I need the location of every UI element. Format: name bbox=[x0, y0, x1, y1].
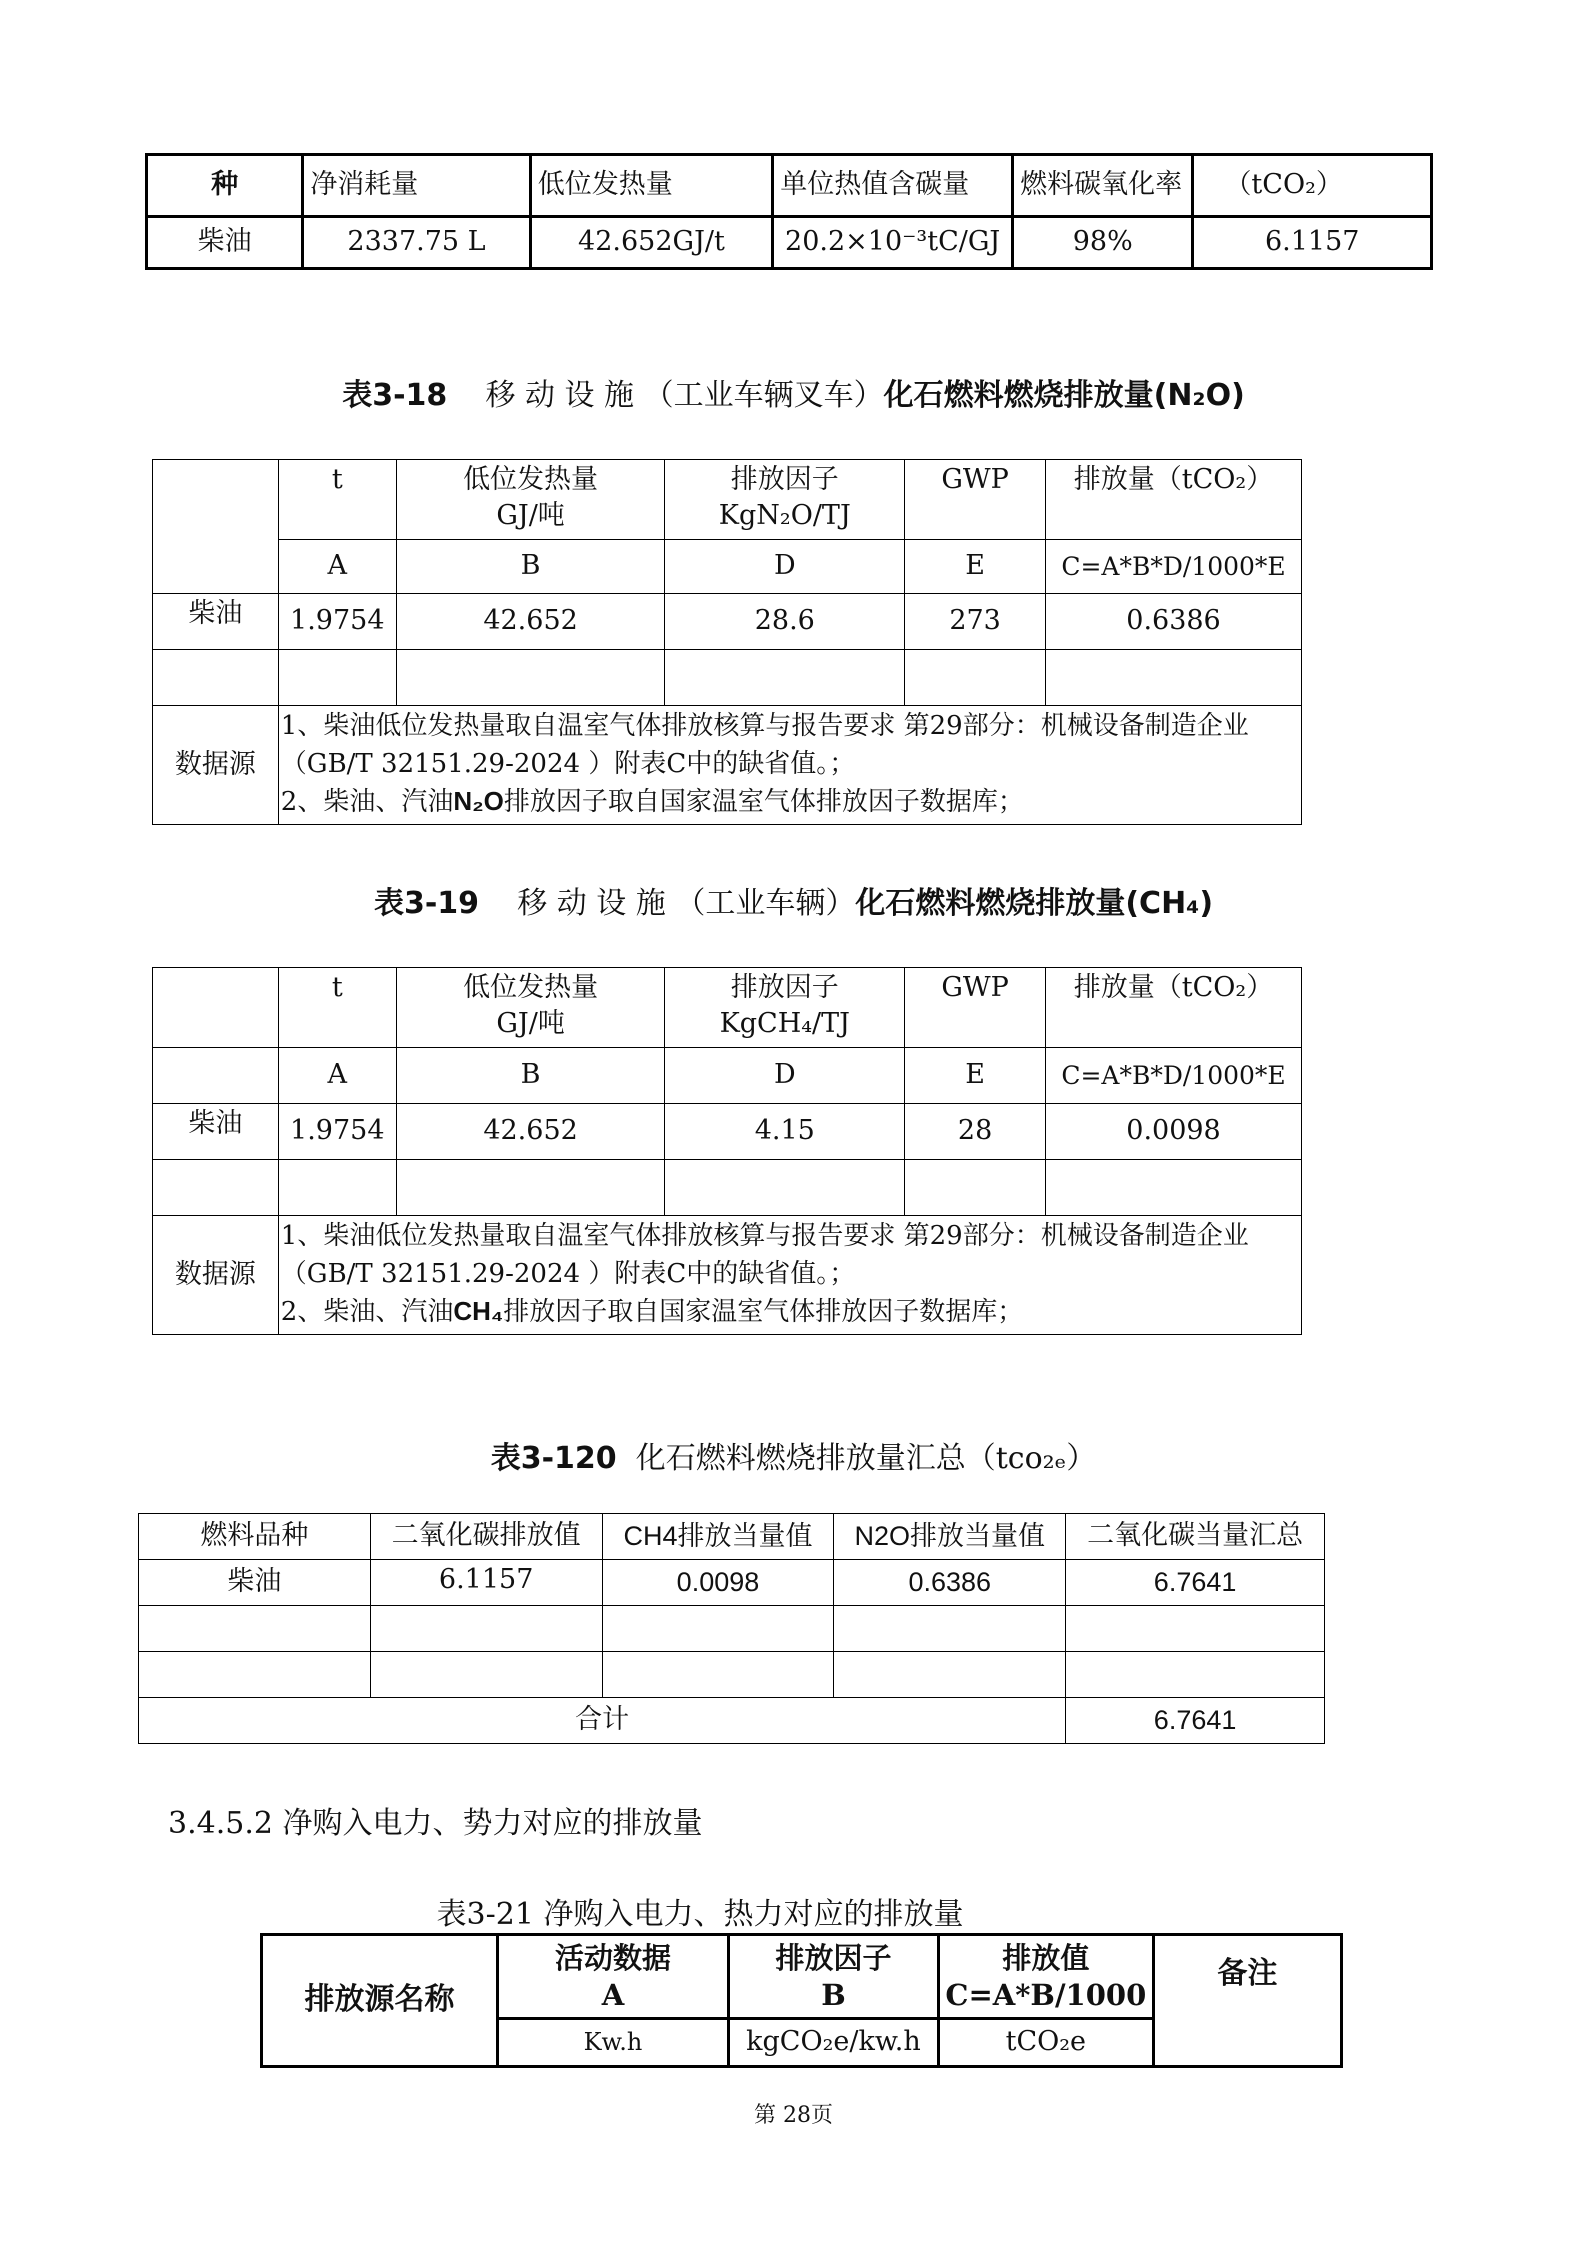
n2o-letter-3: E bbox=[905, 540, 1046, 594]
ch4-blank-1 bbox=[278, 1160, 396, 1216]
summary-blank bbox=[139, 1606, 371, 1652]
caption-ch4: 表3-19 移 动 设 施 （工业车辆）化石燃料燃烧排放量(CH₄) bbox=[373, 886, 1214, 921]
ch4-value-3: 28 bbox=[905, 1104, 1046, 1160]
power-header-activity: 活动数据 A bbox=[497, 1935, 728, 2019]
n2o-source-text bbox=[278, 706, 1301, 825]
ch4-header-0: t bbox=[278, 968, 396, 1048]
n2o-header-2: 排放因子 KgN₂O/TJ bbox=[665, 460, 905, 540]
power-header-factor: 排放因子 B bbox=[729, 1935, 939, 2019]
top-header-5: （tCO₂） bbox=[1193, 155, 1432, 217]
summary-blank bbox=[834, 1606, 1066, 1652]
summary-blank bbox=[834, 1652, 1066, 1698]
n2o-blank-4 bbox=[905, 650, 1046, 706]
caption-power: 表3-21 净购入电力、热力对应的排放量 bbox=[436, 1897, 964, 1932]
n2o-empty-corner bbox=[153, 460, 279, 594]
n2o-source-line1: 1、柴油低位发热量取自温室气体排放核算与报告要求 第29部分：机械设备制造企业（GB/T 32151.29-2024 ）附表C中的缺省值。； bbox=[280, 711, 1249, 779]
ch4-blank-0 bbox=[153, 1160, 279, 1216]
summary-blank bbox=[602, 1606, 834, 1652]
n2o-source-line2: 2、柴油、汽油N₂O排放因子取自国家温室气体排放因子数据库； bbox=[280, 786, 1024, 818]
n2o-blank-0 bbox=[153, 650, 279, 706]
ch4-letter-3: E bbox=[905, 1048, 1046, 1104]
n2o-blank-3 bbox=[665, 650, 905, 706]
top-header-2: 低位发热量 bbox=[530, 155, 773, 217]
ch4-header-4: 排放量（tCO₂） bbox=[1046, 968, 1302, 1048]
ch4-header-3: GWP bbox=[905, 968, 1046, 1048]
top-cell-5: 6.1157 bbox=[1193, 217, 1432, 269]
power-header-note: 备注 bbox=[1153, 1935, 1341, 2067]
top-cell-3: 20.2×10⁻³tC/GJ bbox=[773, 217, 1013, 269]
n2o-value-4: 0.6386 bbox=[1046, 594, 1302, 650]
ch4-header-2: 排放因子 KgCH₄/TJ bbox=[665, 968, 905, 1048]
n2o-letter-1: B bbox=[396, 540, 665, 594]
top-header-3: 单位热值含碳量 bbox=[773, 155, 1013, 217]
summary-blank bbox=[602, 1652, 834, 1698]
ch4-blank-2 bbox=[396, 1160, 665, 1216]
caption-n2o: 表3-18 移 动 设 施 （工业车辆叉车）化石燃料燃烧排放量(N₂O) bbox=[342, 378, 1245, 413]
ch4-letter-1: B bbox=[396, 1048, 665, 1104]
n2o-header-3: GWP bbox=[905, 460, 1046, 540]
n2o-blank-1 bbox=[278, 650, 396, 706]
page-number: 第 28页 bbox=[754, 2103, 833, 2128]
n2o-value-2: 28.6 bbox=[665, 594, 905, 650]
top-cell-2: 42.652GJ/t bbox=[530, 217, 773, 269]
section-heading: 3.4.5.2 净购入电力、势力对应的排放量 bbox=[168, 1806, 703, 1841]
top-header-4: 燃料碳氧化率 bbox=[1013, 155, 1193, 217]
n2o-value-1: 42.652 bbox=[396, 594, 665, 650]
n2o-table bbox=[152, 459, 1302, 825]
ch4-value-1: 42.652 bbox=[396, 1104, 665, 1160]
ch4-source-line2: 2、柴油、汽油CH₄排放因子取自国家温室气体排放因子数据库； bbox=[280, 1296, 1024, 1328]
power-source-name-header: 排放源名称 bbox=[262, 1935, 498, 2067]
summary-table bbox=[138, 1513, 1325, 1744]
ch4-source-line1: 1、柴油低位发热量取自温室气体排放核算与报告要求 第29部分：机械设备制造企业（GB/T 32151.29-2024 ）附表C中的缺省值。； bbox=[280, 1221, 1249, 1289]
ch4-letter-2: D bbox=[665, 1048, 905, 1104]
top-table bbox=[145, 153, 1433, 270]
summary-total-label: 合计 bbox=[139, 1698, 1066, 1744]
power-unit-activity: Kw.h bbox=[497, 2019, 728, 2067]
power-unit-factor: kgCO₂e/kw.h bbox=[729, 2019, 939, 2067]
n2o-header-1: 低位发热量 GJ/吨 bbox=[396, 460, 665, 540]
summary-header-1: 二氧化碳排放值 bbox=[370, 1514, 602, 1560]
summary-ch4: 0.0098 bbox=[602, 1560, 834, 1606]
n2o-source-label: 数据源 bbox=[153, 706, 279, 825]
summary-blank bbox=[1066, 1606, 1325, 1652]
ch4-empty-letter bbox=[153, 1048, 279, 1104]
summary-header-2: CH4排放当量值 bbox=[602, 1514, 834, 1560]
n2o-value-0: 1.9754 bbox=[278, 594, 396, 650]
n2o-fuel: 柴油 bbox=[153, 594, 279, 650]
top-cell-0: 柴油 bbox=[147, 217, 303, 269]
summary-blank bbox=[139, 1652, 371, 1698]
ch4-blank-5 bbox=[1046, 1160, 1302, 1216]
ch4-table bbox=[152, 967, 1302, 1335]
summary-co2: 6.1157 bbox=[370, 1560, 602, 1606]
n2o-header-0: t bbox=[278, 460, 396, 540]
n2o-letter-4: C=A*B*D/1000*E bbox=[1046, 540, 1302, 594]
ch4-blank-4 bbox=[905, 1160, 1046, 1216]
summary-fuel: 柴油 bbox=[139, 1560, 371, 1606]
ch4-blank-3 bbox=[665, 1160, 905, 1216]
n2o-blank-5 bbox=[1046, 650, 1302, 706]
top-cell-4: 98% bbox=[1013, 217, 1193, 269]
summary-blank bbox=[370, 1606, 602, 1652]
power-table bbox=[260, 1933, 1343, 2068]
power-unit-value: tCO₂e bbox=[938, 2019, 1153, 2067]
summary-header-0: 燃料品种 bbox=[139, 1514, 371, 1560]
n2o-header-4: 排放量（tCO₂） bbox=[1046, 460, 1302, 540]
top-header-1: 净消耗量 bbox=[303, 155, 530, 217]
summary-header-4: 二氧化碳当量汇总 bbox=[1066, 1514, 1325, 1560]
ch4-value-2: 4.15 bbox=[665, 1104, 905, 1160]
top-cell-1: 2337.75 L bbox=[303, 217, 530, 269]
ch4-letter-0: A bbox=[278, 1048, 396, 1104]
n2o-letter-2: D bbox=[665, 540, 905, 594]
summary-blank bbox=[1066, 1652, 1325, 1698]
ch4-header-1: 低位发热量 GJ/吨 bbox=[396, 968, 665, 1048]
ch4-empty-corner bbox=[153, 968, 279, 1048]
summary-total-value: 6.7641 bbox=[1066, 1698, 1325, 1744]
ch4-value-0: 1.9754 bbox=[278, 1104, 396, 1160]
summary-total-row: 6.7641 bbox=[1066, 1560, 1325, 1606]
caption-summary: 表3-120 化石燃料燃烧排放量汇总（tco₂ₑ） bbox=[490, 1441, 1097, 1476]
summary-n2o: 0.6386 bbox=[834, 1560, 1066, 1606]
summary-header-3: N2O排放当量值 bbox=[834, 1514, 1066, 1560]
top-header-0: 种 bbox=[147, 155, 303, 217]
n2o-letter-0: A bbox=[278, 540, 396, 594]
ch4-source-text bbox=[278, 1216, 1301, 1335]
summary-blank bbox=[370, 1652, 602, 1698]
power-header-value: 排放值 C=A*B/1000 bbox=[938, 1935, 1153, 2019]
ch4-letter-4: C=A*B*D/1000*E bbox=[1046, 1048, 1302, 1104]
ch4-fuel: 柴油 bbox=[153, 1104, 279, 1160]
n2o-blank-2 bbox=[396, 650, 665, 706]
ch4-value-4: 0.0098 bbox=[1046, 1104, 1302, 1160]
n2o-value-3: 273 bbox=[905, 594, 1046, 650]
ch4-source-label: 数据源 bbox=[153, 1216, 279, 1335]
